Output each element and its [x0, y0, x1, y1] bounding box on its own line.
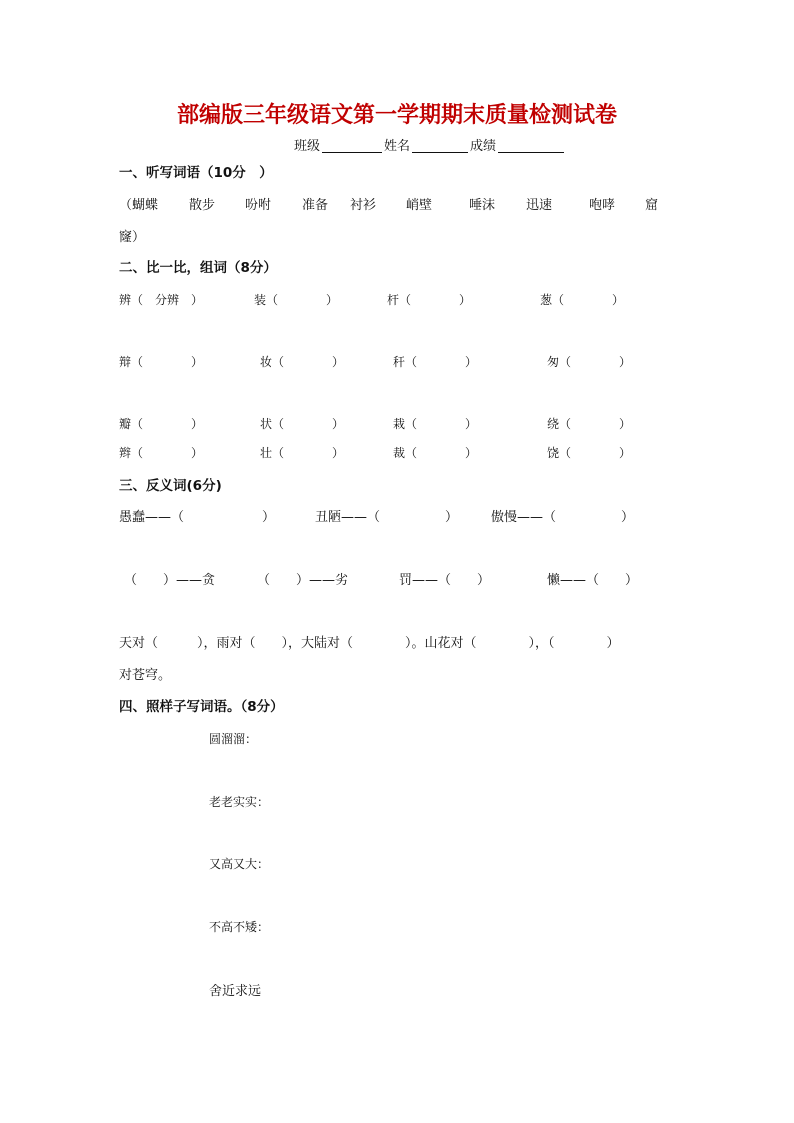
class-blank	[322, 140, 382, 156]
compare-item: 秆（ ）	[393, 355, 478, 369]
dictation-word: 咆哮	[589, 198, 616, 213]
dictation-word: 散步	[189, 198, 216, 213]
antonym-item: （ ）——劣	[257, 573, 349, 588]
compare-item: 裁（ ）	[393, 446, 478, 460]
compare-item: 饶（ ）	[547, 446, 632, 460]
example-word: 不高不矮：	[209, 920, 270, 934]
section-1-heading: 一、听写词语（10分 ）	[119, 165, 273, 181]
antonym-item: 罚——（ ）	[399, 573, 491, 588]
antonym-item: 傲慢——（ ）	[491, 510, 635, 525]
section-3-heading: 三、反义词(6分)	[119, 478, 222, 494]
antonym-item: （ ）——贪	[124, 573, 216, 588]
compare-item: 辩（ ）	[119, 355, 204, 369]
compare-item: 瓣（ ）	[119, 417, 204, 431]
compare-item: 妆（ ）	[260, 355, 345, 369]
name-label: 姓名	[384, 139, 411, 154]
compare-item: 绕（ ）	[547, 417, 632, 431]
dictation-word: 准备	[302, 198, 329, 213]
compare-item: 匆（ ）	[547, 355, 632, 369]
dictation-word: 迅速	[526, 198, 553, 213]
dictation-word: 唾沫	[469, 198, 496, 213]
score-blank	[498, 140, 564, 156]
dictation-word: 峭壁	[406, 198, 433, 213]
example-word: 圆溜溜：	[209, 732, 258, 746]
couplet-line-end: 对苍穹。	[119, 668, 172, 683]
example-word: 又高又大：	[209, 857, 270, 871]
compare-item: 辨（ 分辨 ）	[119, 293, 204, 307]
compare-item: 杆（ ）	[387, 293, 472, 307]
page-title: 部编版三年级语文第一学期期末质量检测试卷	[176, 102, 617, 128]
example-word: 老老实实：	[209, 795, 270, 809]
dictation-word: 吩咐	[245, 198, 272, 213]
antonym-item: 愚蠢——（ ）	[119, 510, 276, 525]
dictation-word: （蝴蝶	[119, 198, 159, 213]
score-label: 成绩	[470, 139, 497, 154]
section-4-heading: 四、照样子写词语。（8分）	[119, 699, 284, 715]
dictation-word: 衬衫	[350, 198, 377, 213]
antonym-item: 丑陋——（ ）	[315, 510, 459, 525]
compare-item: 栽（ ）	[393, 417, 478, 431]
class-label: 班级	[294, 139, 321, 154]
example-word: 舍近求远	[209, 984, 262, 999]
antonym-item: 懒——（ ）	[547, 573, 639, 588]
compare-item: 装（ ）	[254, 293, 339, 307]
compare-item: 葱（ ）	[540, 293, 625, 307]
compare-item: 状（ ）	[260, 417, 345, 431]
name-blank	[412, 140, 468, 156]
dictation-word-tail: 窿）	[119, 230, 146, 245]
dictation-word: 窟	[645, 198, 659, 213]
section-2-heading: 二、比一比，组词（8分）	[119, 260, 277, 276]
compare-item: 辫（ ）	[119, 446, 204, 460]
compare-item: 壮（ ）	[260, 446, 345, 460]
couplet-line: 天对（ ），雨对（ ），大陆对（ ）。山花对（ ），（ ）	[119, 636, 620, 651]
